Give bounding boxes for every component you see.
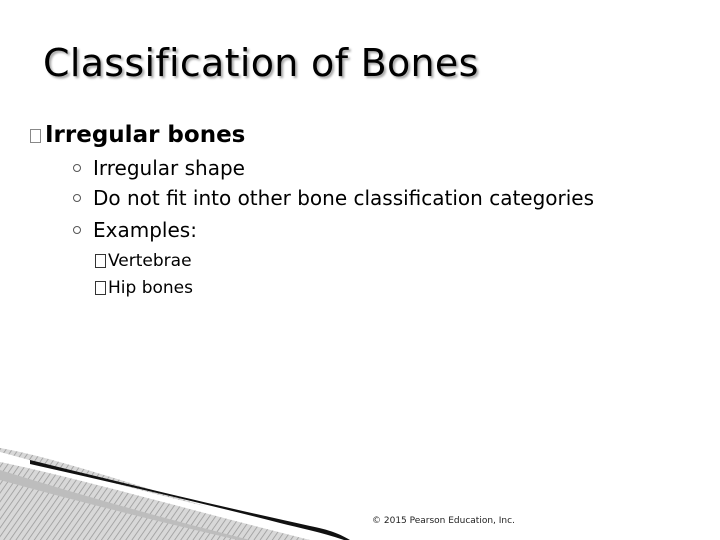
example-item bbox=[95, 249, 192, 273]
bullet-item bbox=[73, 154, 245, 182]
circle-bullet-icon bbox=[73, 226, 81, 234]
circle-bullet-icon bbox=[73, 194, 81, 202]
slide-title: Classification of Bones bbox=[43, 41, 479, 85]
decorative-swoosh bbox=[0, 440, 720, 540]
circle-bullet-icon bbox=[73, 164, 81, 172]
square-bullet-icon bbox=[30, 129, 41, 143]
example-text: Vertebrae bbox=[108, 251, 192, 271]
example-text: Hip bones bbox=[108, 278, 193, 298]
example-item bbox=[95, 276, 193, 300]
copyright-footer: © 2015 Pearson Education, Inc. bbox=[372, 516, 515, 526]
bullet-text: Do not fit into other bone classification categories bbox=[93, 186, 595, 210]
bullet-text: Irregular shape bbox=[93, 156, 245, 180]
section-heading bbox=[30, 120, 245, 150]
placeholder-bullet-icon bbox=[95, 281, 106, 295]
placeholder-bullet-icon bbox=[95, 254, 106, 268]
bullet-item bbox=[73, 184, 594, 212]
bullet-text: Examples: bbox=[93, 218, 197, 242]
bullet-item bbox=[73, 216, 197, 244]
section-heading-text: Irregular bones bbox=[45, 122, 246, 148]
